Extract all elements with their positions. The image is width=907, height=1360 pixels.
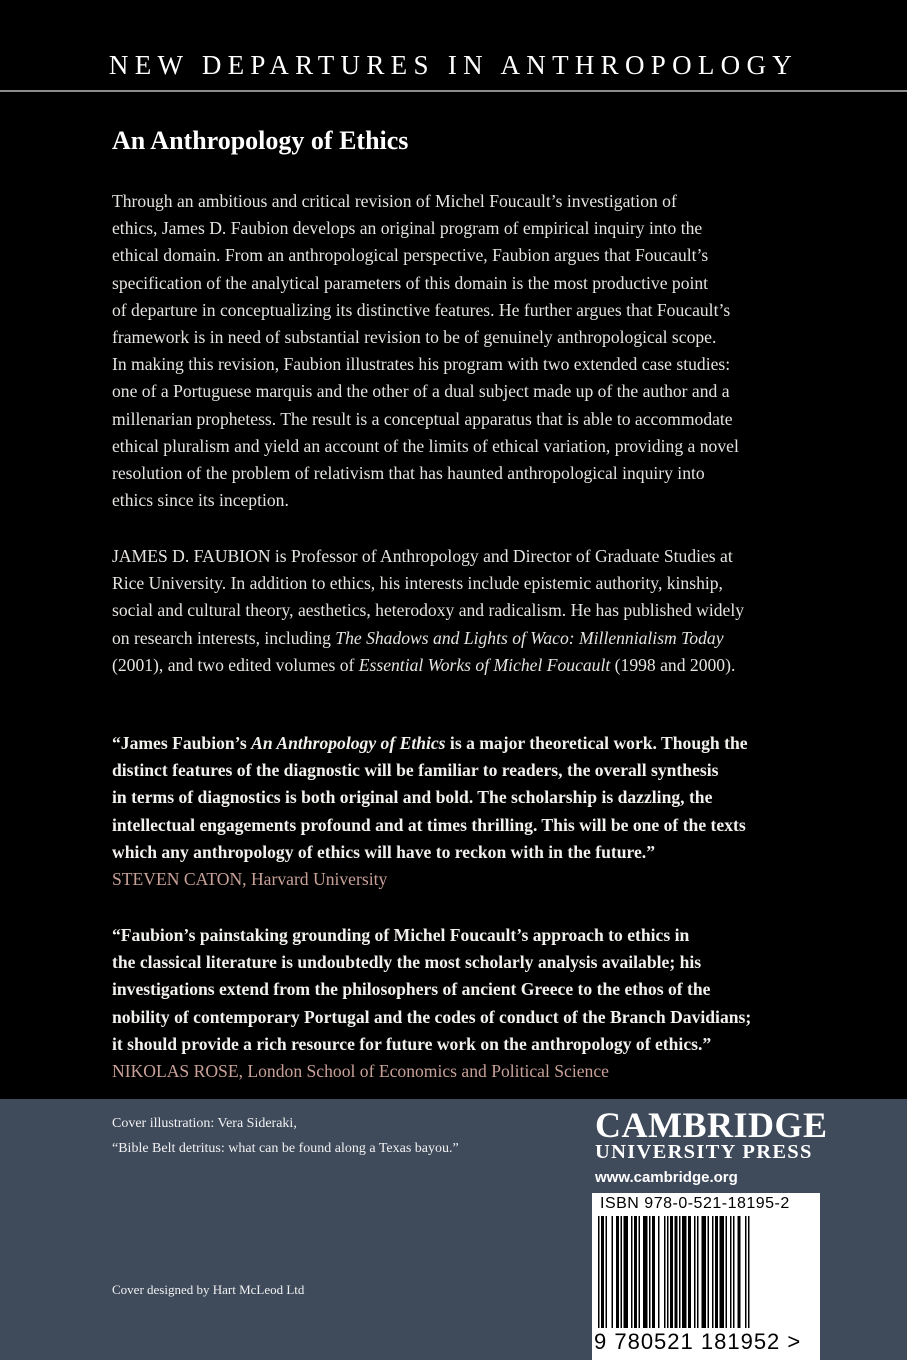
barcode-bar bbox=[649, 1216, 651, 1328]
barcode-bar bbox=[682, 1216, 687, 1328]
quote-attribution: NIKOLAS ROSE, London School of Economics and Political Science bbox=[112, 1061, 609, 1082]
bio-line: JAMES D. FAUBION is Professor of Anthropology and Director of Graduate Studies at bbox=[112, 546, 733, 566]
barcode-bar bbox=[616, 1216, 619, 1328]
description-line: of departure in conceptualizing its distinctive features. He further argues that Foucault’s bbox=[112, 299, 731, 320]
barcode-icon bbox=[598, 1216, 812, 1328]
quote-line: in terms of diagnostics is both original and bold. The scholarship is dazzling, the bbox=[112, 787, 713, 808]
barcode-bar bbox=[631, 1216, 633, 1328]
bio-book-title: Essential Works of Michel Foucault bbox=[358, 654, 611, 675]
barcode-bar bbox=[733, 1216, 735, 1328]
quote-line: distinct features of the diagnostic will be familiar to readers, the overall synthesis bbox=[112, 760, 719, 781]
cover-illustration-credit: Cover illustration: Vera Sideraki, bbox=[112, 1116, 297, 1131]
cover-illustration-title: “Bible Belt detritus: what can be found along a Texas bayou.” bbox=[112, 1141, 459, 1156]
quote-line: “Faubion’s painstaking grounding of Michel Foucault’s approach to ethics in bbox=[112, 925, 690, 945]
quote-line: it should provide a rich resource for future work on the anthropology of ethics.” bbox=[112, 1033, 712, 1054]
publisher-logo-subtitle: UNIVERSITY PRESS bbox=[595, 1141, 813, 1163]
bio-book-title: The Shadows and Lights of Waco: Millennialism Today bbox=[335, 627, 724, 648]
footer-band bbox=[0, 1099, 907, 1360]
description-line: ethical domain. From an anthropological perspective, Faubion argues that Foucault’s bbox=[112, 245, 709, 266]
barcode-bar bbox=[634, 1216, 637, 1328]
review-quote-caton bbox=[112, 730, 812, 893]
barcode-bar bbox=[621, 1216, 623, 1328]
description-line: resolution of the problem of relativism that has haunted anthropological inquiry into bbox=[112, 463, 705, 484]
quote-text: “James Faubion’s bbox=[112, 733, 252, 753]
barcode-bar bbox=[612, 1216, 614, 1328]
barcode-bar bbox=[720, 1216, 725, 1328]
description-line: In making this revision, Faubion illustrates his program with two extended case studies: bbox=[112, 354, 731, 375]
series-divider bbox=[0, 90, 907, 92]
barcode-bar bbox=[675, 1216, 678, 1328]
barcode-bar bbox=[702, 1216, 707, 1328]
barcode-digits: 9 780521 181952 > bbox=[594, 1329, 802, 1354]
barcode-bar bbox=[745, 1216, 747, 1328]
barcode-panel bbox=[592, 1193, 820, 1360]
description-line: ethics, James D. Faubion develops an original program of empirical inquiry into the bbox=[112, 218, 703, 239]
book-title: An Anthropology of Ethics bbox=[112, 126, 409, 155]
barcode-bar bbox=[679, 1216, 681, 1328]
quote-line: which any anthropology of ethics will have to reckon with in the future.” bbox=[112, 841, 655, 862]
barcode-bar bbox=[748, 1216, 750, 1328]
series-title: NEW DEPARTURES IN ANTHROPOLOGY bbox=[108, 50, 799, 80]
barcode-bar bbox=[738, 1216, 741, 1328]
isbn-label: ISBN 978-0-521-18195-2 bbox=[600, 1195, 790, 1212]
bio-line bbox=[112, 625, 802, 652]
barcode-bar bbox=[624, 1216, 629, 1328]
barcode-bar bbox=[708, 1216, 710, 1328]
quote-attribution: STEVEN CATON, Harvard University bbox=[112, 869, 388, 890]
quote-line: the classical literature is undoubtedly the most scholarly analysis available; his bbox=[112, 952, 702, 973]
barcode-bar bbox=[694, 1216, 696, 1328]
description-line: millenarian prophetess. The result is a conceptual apparatus that is able to accommodate bbox=[112, 408, 733, 429]
series-header bbox=[0, 0, 907, 92]
book-description bbox=[112, 188, 802, 514]
barcode-bar bbox=[688, 1216, 691, 1328]
barcode-bar bbox=[670, 1216, 673, 1328]
bio-line: social and cultural theory, aesthetics, heterodoxy and radicalism. He has published widely bbox=[112, 600, 745, 621]
barcode-bar bbox=[726, 1216, 728, 1328]
description-line: specification of the analytical parameters of this domain is the most productive point bbox=[112, 272, 709, 293]
description-line: framework is in need of substantial revision to be of genuinely anthropological scope. bbox=[112, 327, 717, 348]
description-line: ethics since its inception. bbox=[112, 490, 289, 511]
barcode-bar bbox=[658, 1216, 660, 1328]
quote-text: is a major theoretical work. Though the bbox=[445, 733, 748, 753]
description-line: Through an ambitious and critical revision of Michel Foucault’s investigation of bbox=[112, 191, 677, 211]
quote-line: investigations extend from the philosophers of ancient Greece to the ethos of the bbox=[112, 979, 711, 1000]
barcode-bar bbox=[697, 1216, 699, 1328]
barcode-bar bbox=[601, 1216, 604, 1328]
publisher-url: www.cambridge.org bbox=[595, 1169, 738, 1186]
barcode-bar bbox=[715, 1216, 718, 1328]
quote-line: intellectual engagements profound and at times thrilling. This will be one of the texts bbox=[112, 814, 746, 835]
barcode-bar bbox=[639, 1216, 641, 1328]
review-quote-rose bbox=[112, 922, 812, 1085]
bio-text: (1998 and 2000). bbox=[610, 654, 736, 675]
quote-line bbox=[112, 730, 812, 757]
publisher-logo-name: CAMBRIDGE bbox=[595, 1105, 828, 1145]
barcode-bar bbox=[598, 1216, 600, 1328]
cover-designer-credit: Cover designed by Hart McLeod Ltd bbox=[112, 1282, 305, 1297]
quote-line: nobility of contemporary Portugal and the codes of conduct of the Branch Davidians; bbox=[112, 1006, 752, 1027]
barcode-bar bbox=[606, 1216, 608, 1328]
barcode-bar bbox=[664, 1216, 666, 1328]
barcode-bar bbox=[712, 1216, 714, 1328]
barcode-bar bbox=[652, 1216, 655, 1328]
barcode-bar bbox=[643, 1216, 648, 1328]
quote-book-title: An Anthropology of Ethics bbox=[251, 733, 446, 753]
description-line: ethical pluralism and yield an account of the limits of ethical variation, providing a novel bbox=[112, 435, 739, 456]
bio-line bbox=[112, 652, 802, 679]
author-bio bbox=[112, 543, 802, 679]
bio-text: on research interests, including bbox=[112, 627, 336, 648]
bio-text: (2001), and two edited volumes of bbox=[112, 654, 359, 675]
barcode-bar bbox=[730, 1216, 732, 1328]
barcode-bar bbox=[667, 1216, 669, 1328]
description-line: one of a Portuguese marquis and the other of a dual subject made up of the author and a bbox=[112, 381, 730, 402]
bio-line: Rice University. In addition to ethics, his interests include epistemic authority, kinship, bbox=[112, 573, 723, 594]
